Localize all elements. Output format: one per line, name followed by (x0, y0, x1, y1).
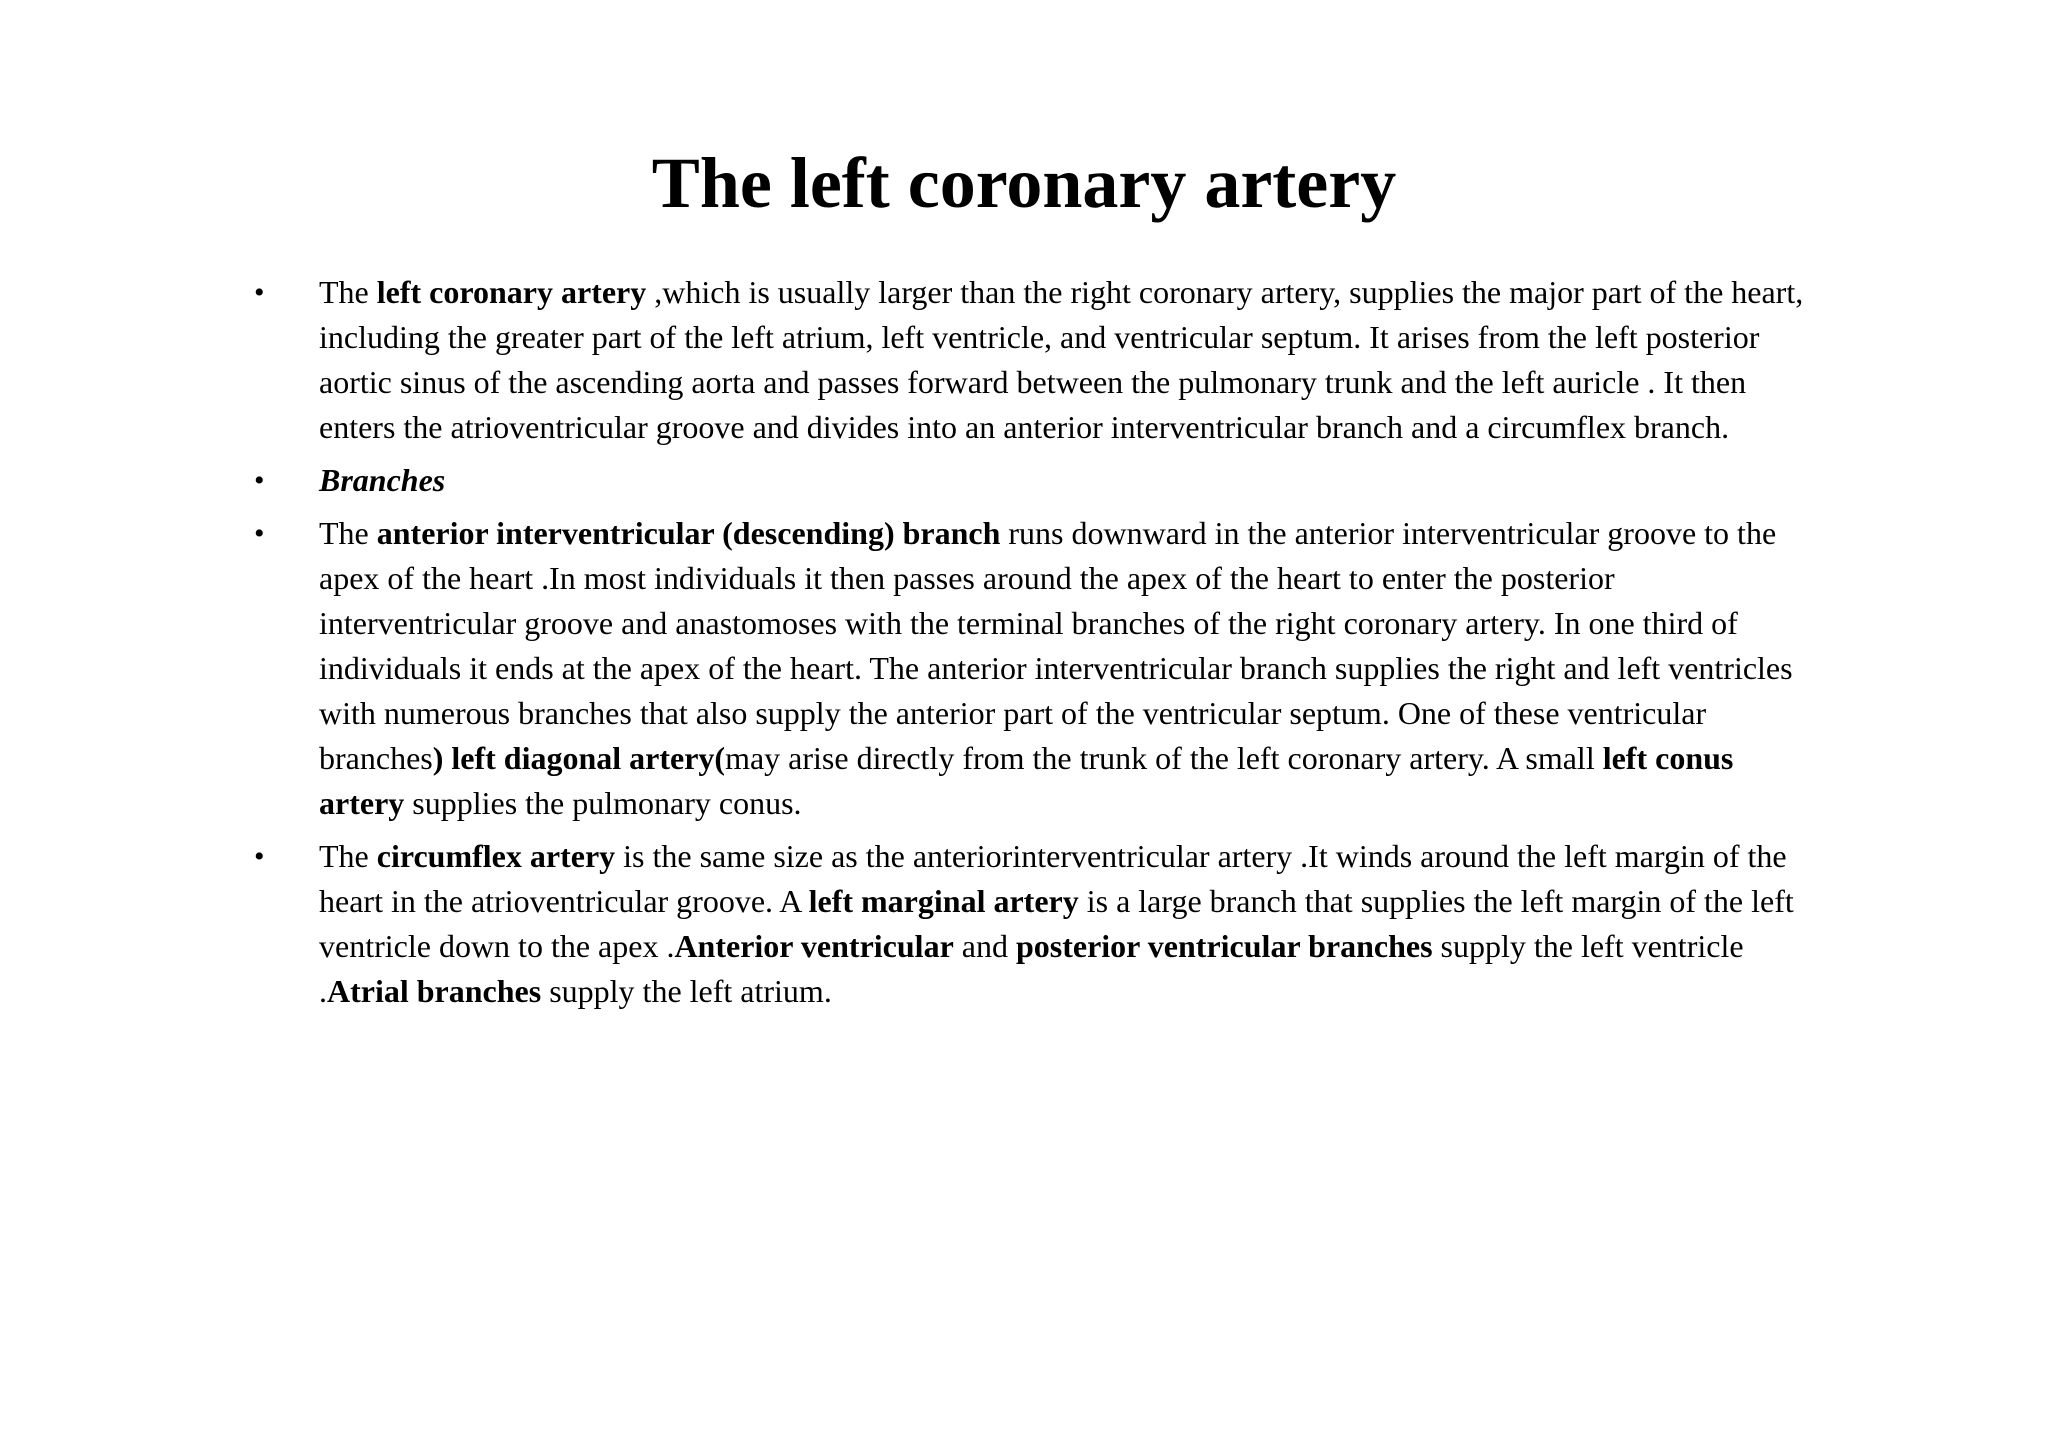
text-run: supply the left ventricle . (319, 928, 1744, 1009)
text-run: The (319, 274, 377, 310)
bold-term: left conus artery (319, 740, 1734, 821)
page-title: The left coronary artery (651, 143, 1397, 223)
bullet-marker: • (254, 840, 265, 873)
text-run: ,which is usually larger than the right coronary artery, supplies the major part of the heart, including the greater part of the left atrium, left ventricle, and ventricular septum. It arises from the left posterior aortic sinus of the ascending aorta and passes forward between the pulmonary trunk and the left auricle . It then enters the atrioventricular groove and divides into an anterior interventricular branch and a circumflex branch. (319, 274, 1804, 445)
list-item (0, 834, 1819, 1014)
bold-term: Anterior ventricular (674, 928, 954, 964)
text-run: is a large branch that supplies the left margin of the left ventricle down to the apex . (319, 883, 1794, 964)
bullet-marker: • (254, 517, 265, 550)
text-run: supplies the pulmonary conus. (404, 785, 802, 821)
text-run: The (319, 515, 377, 551)
text-run: and (953, 928, 1016, 964)
bold-term: Atrial branches (327, 973, 542, 1009)
bold-term: left marginal artery (808, 883, 1079, 919)
bold-term: left coronary artery (376, 274, 647, 310)
bold-term: posterior ventricular branches (1015, 928, 1433, 964)
section-heading: Branches (319, 462, 446, 498)
bold-term: anterior interventricular (descending) branch (376, 515, 1001, 551)
list-item (0, 270, 1819, 450)
text-run: supply the left atrium. (541, 973, 832, 1009)
bullet-marker: • (254, 276, 265, 309)
bullet-marker: • (254, 464, 265, 497)
list-item (0, 511, 1819, 826)
text-run: is the same size as the anteriorinterventricular artery .It winds around the left margin of the heart in the atrioventricular groove. A (319, 838, 1787, 919)
list-item (0, 458, 1819, 503)
text-run: may arise directly from the trunk of the left coronary artery. A small (725, 740, 1603, 776)
bullet-list (0, 270, 2048, 1022)
bold-term: circumflex artery (376, 838, 616, 874)
text-run: The (319, 838, 377, 874)
text-run: runs downward in the anterior interventricular groove to the apex of the heart .In most individuals it then passes around the apex of the heart to enter the posterior interventricular groove and anastomoses with the terminal branches of the right coronary artery. In one third of individuals it ends at the apex of the heart. The anterior interventricular branch supplies the right and left ventricles with numerous branches that also supply the anterior part of the ventricular septum. One of these ventricular branches (319, 515, 1793, 776)
bold-term: ) left diagonal artery( (432, 740, 726, 776)
